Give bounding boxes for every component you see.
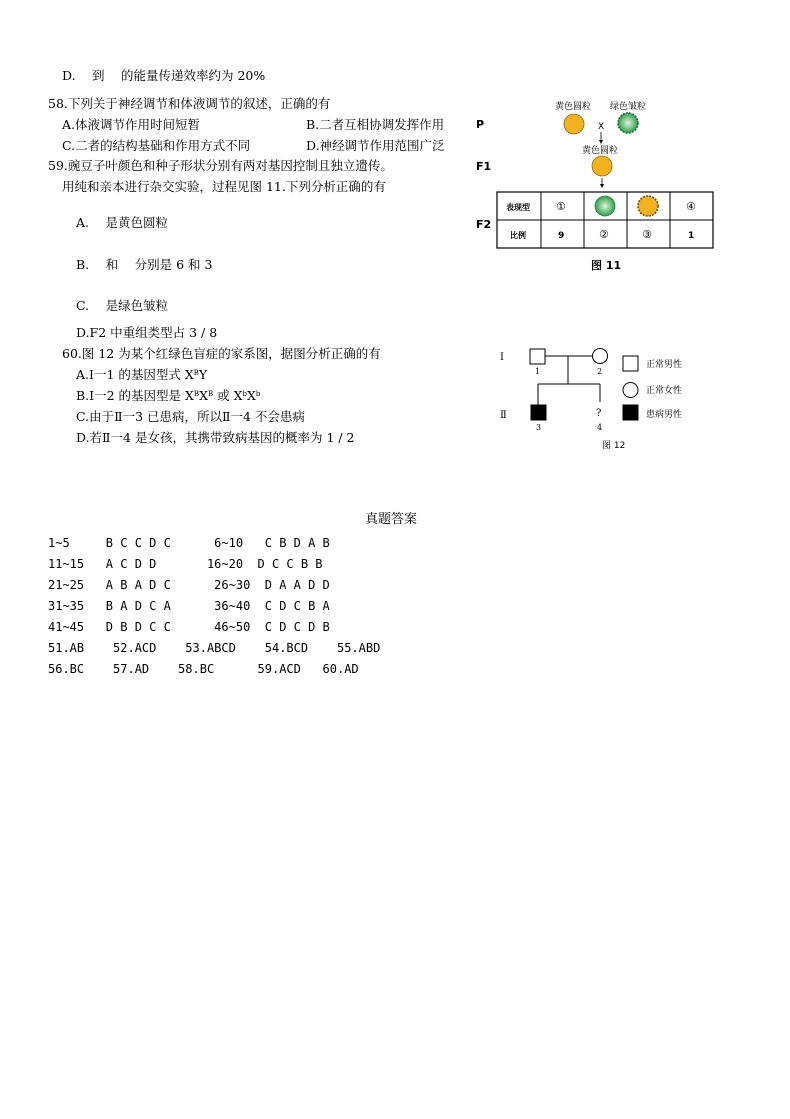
q59-option-b: B. 和 分别是 6 和 3 [76, 257, 213, 272]
answer-line: 51.AB 52.ACD 53.ABCD 54.BCD 55.ABD [48, 641, 381, 655]
ratio-4: 1 [688, 231, 695, 241]
q58-option-a: A.体液调节作用时间短暂 [62, 117, 201, 132]
legend-affected-male-icon [623, 405, 638, 420]
figure-12-pedigree [490, 340, 730, 460]
generation-1-label: Ⅰ [500, 352, 504, 363]
parent1-label: 黄色圆粒 [555, 102, 592, 112]
answer-line: 11~15 A C D D 16~20 D C C B B [48, 557, 323, 571]
normal-female-2 [593, 349, 608, 364]
answer-line: 41~45 D B D C C 46~50 C D C D B [48, 620, 330, 634]
q59-option-a: A. 是黄色圆粒 [76, 215, 168, 230]
legend-normal-female: 正常女性 [646, 386, 683, 396]
q59-stem-line2: 用纯和亲本进行杂交实验，过程见图 11.下列分析正确的有 [62, 179, 386, 194]
q58-option-c: C.二者的结构基础和作用方式不同 [62, 138, 251, 153]
f1-phenotype-label: 黄色圆粒 [582, 146, 619, 156]
table-ratio-header: 比例 [510, 231, 526, 240]
q59-option-c: C. 是绿色皱粒 [76, 298, 169, 313]
ratio-2: ② [599, 228, 609, 241]
answer-line: 56.BC 57.AD 58.BC 59.ACD 60.AD [48, 662, 359, 676]
legend-normal-male-icon [623, 356, 638, 371]
f1-label: F1 [476, 160, 492, 173]
individual-3-number: 3 [536, 423, 542, 432]
legend-normal-female-icon [623, 383, 638, 398]
legend-affected-male: 患病男性 [646, 410, 683, 420]
q58-option-b: B.二者互相协调发挥作用 [306, 117, 445, 132]
yellow-wrinkled-seed-icon [638, 196, 658, 216]
ratio-3: ③ [642, 228, 652, 241]
answer-line: 21~25 A B A D C 26~30 D A A D D [48, 578, 330, 592]
individual-2-number: 2 [597, 367, 603, 376]
figure-11-cross-diagram [470, 96, 720, 276]
q57-option-d: D. 到 的能量传递效率约为 20% [62, 68, 266, 83]
cross-symbol: X [598, 122, 605, 132]
f1-yellow-round-seed-icon [592, 156, 612, 176]
legend-normal-male: 正常男性 [646, 360, 683, 370]
figure-12-caption: 图 12 [602, 441, 626, 451]
green-round-seed-icon [595, 196, 615, 216]
q58-option-d: D.神经调节作用范围广泛 [306, 138, 445, 153]
q60-option-c: C.由于Ⅱ一3 已患病，所以Ⅱ一4 不会患病 [76, 409, 305, 424]
affected-male-3 [531, 405, 546, 420]
green-wrinkled-seed-icon [618, 113, 638, 133]
answer-line: 31~35 B A D C A 36~40 C D C B A [48, 599, 330, 613]
figure-11-caption: 图 11 [591, 259, 622, 272]
individual-4-number: 4 [597, 423, 603, 432]
normal-male-1 [530, 349, 545, 364]
q60-stem: 60.图 12 为某个红绿色盲症的家系图，据图分析正确的有 [62, 346, 381, 361]
q58-stem: 58.下列关于神经调节和体液调节的叙述，正确的有 [48, 96, 331, 111]
answer-line: 1~5 B C C D C 6~10 C B D A B [48, 536, 330, 550]
f2-label: F2 [476, 218, 492, 231]
table-phenotype-header: 表现型 [506, 203, 530, 212]
phenotype-1: ① [556, 200, 566, 213]
q59-option-d: D.F2 中重组类型占 3 / 8 [76, 325, 218, 340]
q60-option-a: A.Ⅰ一1 的基因型式 $X^BY$ [76, 367, 208, 382]
q60-option-b: B.Ⅰ一2 的基因型是 $X^BX^B$ 或 $X^bX^b$ [76, 388, 261, 403]
p-label: P [476, 118, 485, 131]
individual-1-number: 1 [535, 367, 541, 376]
generation-2-label: Ⅱ [500, 410, 507, 421]
ratio-1: 9 [558, 231, 565, 241]
q59-stem-line1: 59.豌豆子叶颜色和种子形状分别有两对基因控制且独立遗传。 [48, 158, 393, 173]
q60-option-d: D.若Ⅱ一4 是女孩，其携带致病基因的概率为 1 / 2 [76, 430, 355, 445]
phenotype-4: ④ [686, 200, 696, 213]
yellow-round-seed-icon [564, 114, 584, 134]
parent2-label: 绿色皱粒 [610, 102, 647, 112]
answers-title: 真题答案 [365, 512, 418, 527]
unknown-individual-4: ? [596, 408, 602, 419]
